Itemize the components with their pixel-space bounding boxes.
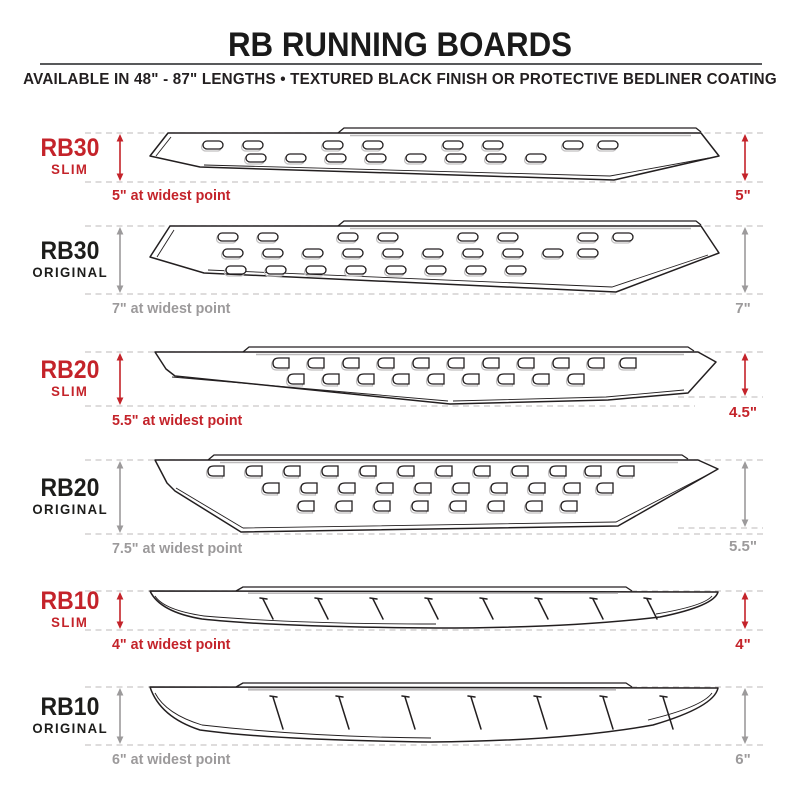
page-title: RB RUNNING BOARDS	[227, 26, 573, 64]
model-name: RB20	[40, 355, 100, 384]
model-variant: SLIM	[51, 382, 89, 399]
board-drawing-rb20-slim	[148, 344, 723, 412]
width-note: 7.5" at widest point	[112, 540, 243, 557]
height-measurement: 7"	[735, 300, 751, 317]
board-drawing-rb30-slim	[148, 125, 723, 188]
label-rb30-slim	[18, 133, 122, 182]
model-variant: SLIM	[51, 614, 89, 631]
model-variant: ORIGINAL	[32, 263, 108, 280]
board-drawing-rb30-original	[148, 218, 723, 300]
width-note: 4" at widest point	[112, 636, 231, 653]
model-name: RB10	[40, 692, 100, 721]
height-arrow	[742, 353, 749, 396]
board-drawing-rb20-original	[148, 452, 723, 540]
model-variant: ORIGINAL	[32, 719, 108, 736]
height-arrow	[742, 461, 749, 527]
width-note: 6" at widest point	[112, 751, 231, 768]
width-note: 5" at widest point	[112, 187, 231, 204]
height-measurement: 6"	[735, 751, 751, 768]
height-measurement: 5.5"	[729, 538, 757, 555]
model-variant: ORIGINAL	[32, 500, 108, 517]
label-rb20-original	[18, 460, 122, 534]
height-arrow	[742, 227, 749, 293]
height-arrow	[742, 134, 749, 181]
board-drawing-rb10-slim	[148, 583, 723, 636]
height-arrow	[742, 688, 749, 744]
height-arrow	[742, 592, 749, 629]
page-subtitle: AVAILABLE IN 48" - 87" LENGTHS • TEXTURED BLACK FINISH OR PROTECTIVE BEDLINER COATING	[23, 71, 777, 88]
height-measurement: 4"	[735, 636, 751, 653]
model-variant: SLIM	[51, 161, 89, 178]
label-rb10-slim	[18, 587, 122, 631]
model-name: RB10	[40, 587, 100, 616]
label-rb10-original	[18, 687, 122, 745]
model-name: RB30	[40, 236, 100, 265]
model-name: RB20	[40, 473, 100, 502]
height-measurement: 4.5"	[729, 404, 757, 421]
board-drawing-rb10-original	[148, 679, 723, 751]
width-note: 7" at widest point	[112, 300, 231, 317]
label-rb20-slim	[18, 352, 122, 406]
width-note: 5.5" at widest point	[112, 412, 243, 429]
model-name: RB30	[40, 134, 100, 163]
height-measurement: 5"	[735, 187, 751, 204]
label-rb30-original	[18, 226, 122, 294]
